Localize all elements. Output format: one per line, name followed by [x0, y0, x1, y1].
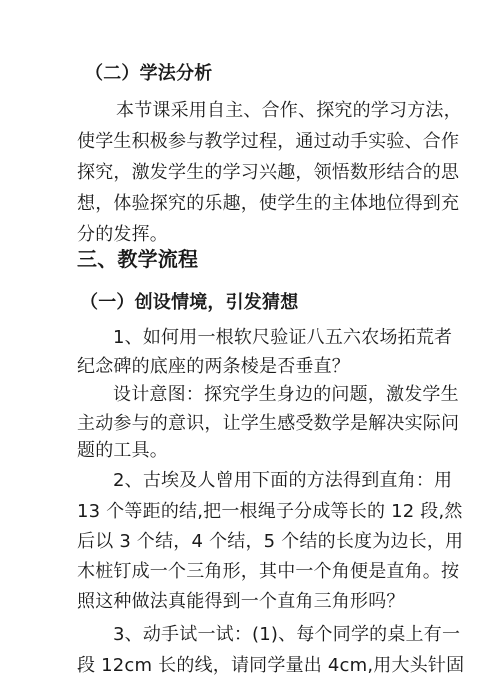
section-heading-teaching-process: 三、教学流程 — [77, 247, 199, 271]
paragraph-line: 探究，激发学生的学习兴趣，领悟数形结合的思 — [77, 162, 460, 183]
paragraph-line: 后以 3 个结，4 个结，5 个结的长度为边长，用 — [77, 531, 464, 552]
paragraph-line: 13 个等距的结,把一根绳子分成等长的 12 段,然 — [77, 501, 463, 522]
paragraph-line: 题的工具。 — [77, 440, 168, 461]
paragraph-line: 纪念碑的底座的两条棱是否垂直？ — [77, 356, 350, 377]
paragraph-line: 3、动手试一试：(1)、每个同学的桌上有一 — [113, 624, 461, 645]
paragraph-line: 使学生积极参与教学过程，通过动手实验、合作 — [77, 131, 460, 152]
section-heading-learning-method: （二）学法分析 — [85, 63, 213, 84]
paragraph-line: 2、古埃及人曾用下面的方法得到直角：用 — [113, 470, 453, 491]
paragraph-line: 1、如何用一根软尺验证八五六农场拓荒者 — [113, 327, 453, 348]
paragraph-line: 设计意图：探究学生身边的问题，激发学生 — [113, 384, 459, 405]
paragraph-line: 分的发挥。 — [77, 224, 168, 245]
paragraph-line: 本节课采用自主、合作、探究的学习方法， — [116, 100, 462, 121]
paragraph-line: 木桩钉成一个三角形，其中一个角便是直角。按 — [77, 561, 460, 582]
paragraph-line: 照这种做法真能得到一个直角三角形吗？ — [77, 591, 405, 612]
subsection-heading-scenario: （一）创设情境，引发猜想 — [80, 292, 299, 313]
paragraph-line: 段 12cm 长的线，请同学量出 4cm,用大头针固 — [77, 655, 465, 676]
paragraph-line: 想，体验探究的乐趣，使学生的主体地位得到充 — [77, 193, 460, 214]
paragraph-line: 主动参与的意识，让学生感受数学是解决实际问 — [77, 413, 460, 434]
